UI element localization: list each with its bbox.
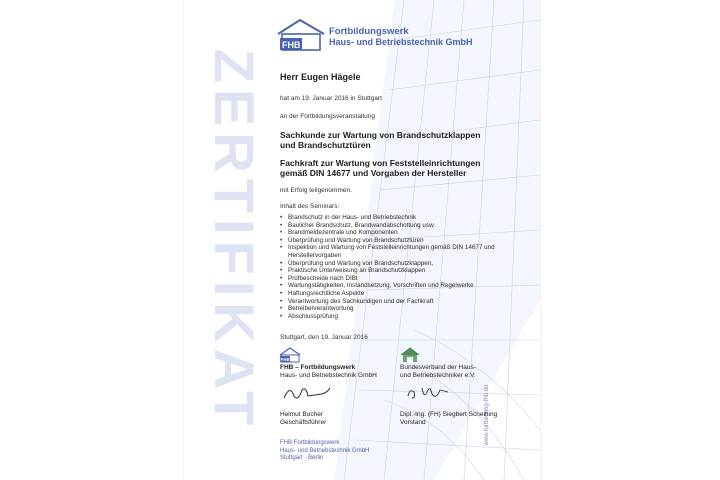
date-line: hat am 19. Januar 2016 in Stuttgart — [280, 95, 382, 102]
list-item: • Verantwortung des Sachkundigen und der Fachkraft — [280, 298, 510, 306]
success-line: mit Erfolg teilgenommen. — [280, 187, 352, 194]
footer-line2: Haus- und Betriebstechnik GmbH — [280, 447, 370, 454]
left-org-line2: Haus- und Betriebstechnik GmbH — [280, 372, 377, 379]
right-signer-role: Vorstand — [400, 419, 426, 426]
left-signer — [280, 411, 326, 427]
list-item: • Überprüfung und Wartung von Brandschutztüren — [280, 237, 510, 245]
course2-line1: Fachkraft zur Wartung von Feststelleinrichtungen — [280, 158, 481, 168]
certificate-page — [184, 0, 540, 480]
list-item: • Baulicher Brandschutz, Brandwandabschottung usw. — [280, 222, 510, 230]
right-signature — [404, 382, 454, 404]
course2-line2: gemäß DIN 14677 und Vorgaben der Hersteller — [280, 168, 467, 178]
right-org-line2: und Betriebstechniker e.V. — [400, 372, 476, 379]
topics-list — [280, 214, 510, 320]
right-signer — [400, 411, 497, 427]
course1-line2: und Brandschutztüren — [280, 140, 371, 150]
course1-line1: Sachkunde zur Wartung von Brandschutzklappen — [280, 130, 481, 140]
list-item: • Brandmeldezentrale und Komponenten — [280, 229, 510, 237]
course-title-2 — [280, 158, 480, 178]
list-item: • Brandschutz in der Haus- und Betriebstechnik — [280, 214, 510, 222]
vertical-title-watermark: ZERTIFIKAT — [203, 48, 266, 432]
left-signer-role: Geschäftsführer — [280, 419, 327, 426]
list-item: • Haftungsrechtliche Aspekte — [280, 290, 510, 298]
fhb-small-logo-icon — [279, 347, 301, 363]
org-name-line2: Haus- und Betriebstechnik GmbH — [329, 37, 473, 47]
right-org-line1: Bundesverband der Haus- — [400, 364, 476, 371]
left-signature — [282, 382, 332, 404]
list-item: • Abschlussprüfung — [280, 313, 510, 321]
left-org-line1: FHB – Fortbildungswerk — [280, 364, 356, 371]
list-item: • Betreiberverantwortung — [280, 305, 510, 313]
list-item: • Überprüfung und Wartung von Brandschutzklappen, — [280, 260, 510, 268]
org-name-line1: Fortbildungswerk — [329, 26, 409, 37]
list-item: • Wartungstätigkeiten, Instandsetzung, Vorschriften und Regelwerke — [280, 282, 510, 290]
participation-line: an der Fortbildungsveranstaltung — [280, 113, 376, 120]
side-url: www.fortbildung-fhb.de — [484, 384, 490, 446]
course-title-1 — [280, 130, 480, 150]
left-signer-name: Helmut Bucher — [280, 411, 323, 418]
footer-line3: Stuttgart · Berlin — [280, 455, 324, 461]
place-date: Stuttgart, den 19. Januar 2016 — [280, 334, 368, 341]
footer-line1: FHB Fortbildungswerk — [280, 440, 340, 446]
footer-address — [280, 440, 369, 463]
contents-label: Inhalt des Seminars: — [280, 203, 340, 210]
logo-abbr: FHB — [282, 40, 301, 50]
right-org-block — [400, 364, 476, 380]
left-org-block — [280, 364, 377, 380]
right-signer-name: Dipl.-Ing. (FH) Siegbert Scheihing — [400, 411, 498, 418]
list-item: • Praktische Unterweisung an Brandschutzklappen — [280, 267, 510, 275]
fhb-house-logo-icon — [276, 18, 326, 52]
svg-text:FHB: FHB — [280, 357, 290, 362]
list-item: • Prüfbescheide nach DIBt — [280, 275, 510, 283]
recipient-name: Herr Eugen Hägele — [280, 72, 361, 82]
list-item: • Inspektion und Wartung von Feststelleinrichtungen gemäß DIN 14677 und Herstellervorgaben — [280, 244, 510, 259]
association-logo-icon — [400, 347, 420, 363]
